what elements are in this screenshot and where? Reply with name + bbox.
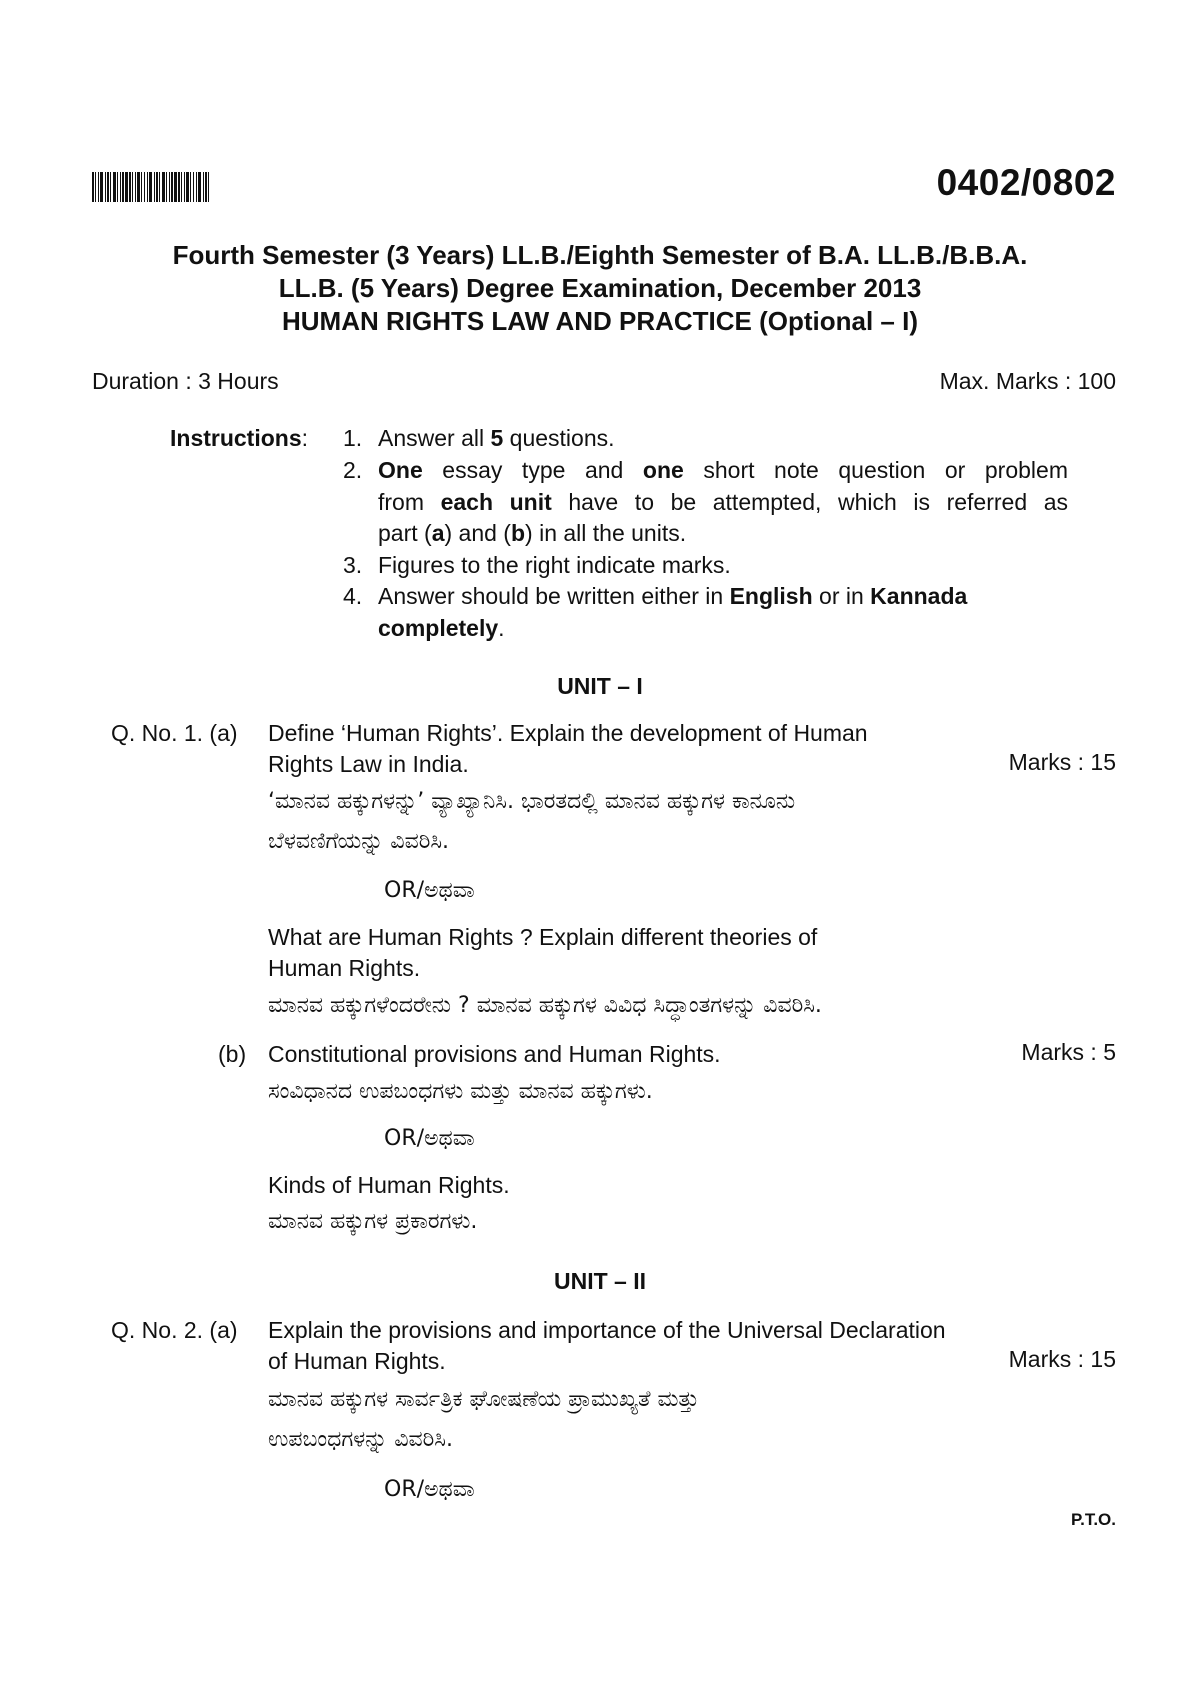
instruction-2-line-1: One essay type and one short note question or problem [378,457,1068,483]
unit-2-heading: UNIT – II [553,1268,646,1294]
q1a-english-line-1: Define ‘Human Rights’. Explain the development of Human [268,720,868,746]
q1b-english: Constitutional provisions and Human Rights. [268,1041,721,1067]
barcode [92,172,308,202]
q1a-kannada-line-2: ಬೆಳವಣಿಗೆಯನ್ನು ವಿವರಿಸಿ. [268,829,449,854]
duration: Duration : 3 Hours [92,368,279,394]
please-turn-over: P.T.O. [1070,1510,1116,1529]
q1a-alt-english-line-2: Human Rights. [268,955,421,981]
or-separator-3: OR/ಅಥವಾ [384,1477,475,1502]
instruction-2-line-3: part (a) and (b) in all the units. [378,520,687,546]
instruction-1: Answer all 5 questions. [378,425,615,451]
instruction-4-number: 4. [343,583,363,609]
barcode-gap [209,172,211,202]
q2a-marks: Marks : 15 [1008,1346,1116,1372]
q1a-marks: Marks : 15 [1008,749,1116,775]
exam-title-line-2: LL.B. (5 Years) Degree Examination, December 2013 [278,273,922,303]
q1a-alt-english-line-1: What are Human Rights ? Explain different theories of [268,924,818,950]
q1b-kannada: ಸಂವಿಧಾನದ ಉಪಬಂಧಗಳು ಮತ್ತು ಮಾನವ ಹಕ್ಕುಗಳು. [268,1079,653,1104]
q2a-kannada-line-2: ಉಪಬಂಧಗಳನ್ನು ವಿವರಿಸಿ. [268,1427,453,1452]
q1a-kannada-line-1: ‘ಮಾನವ ಹಕ್ಕುಗಳನ್ನು’ ವ್ಯಾಖ್ಯಾನಿಸಿ. ಭಾರತದಲ್ಲಿ ಮಾನವ ಹಕ್ಕುಗಳ ಕಾನೂನು [268,789,796,814]
q1a-english-line-2: Rights Law in India. [268,751,469,777]
q2a-kannada-line-1: ಮಾನವ ಹಕ್ಕುಗಳ ಸಾರ್ವತ್ರಿಕ ಘೋಷಣೆಯ ಪ್ರಾಮುಖ್ಯತೆ ಮತ್ತು [268,1387,699,1412]
q1b-marks: Marks : 5 [1021,1039,1116,1065]
unit-1-heading: UNIT – I [557,673,643,699]
instruction-2-line-2: from each unit have to be attempted, which is referred as [378,489,1069,515]
paper-code: 0402/0802 [936,162,1116,203]
instructions-label: Instructions: [170,425,309,451]
or-separator-2: OR/ಅಥವಾ [384,1126,475,1151]
or-separator-1: OR/ಅಥವಾ [384,878,475,903]
q1b-alt-english: Kinds of Human Rights. [268,1172,510,1198]
instruction-4-line-2: completely. [378,615,505,641]
question-2-label: Q. No. 2. (a) [111,1317,238,1343]
q2a-english-line-2: of Human Rights. [268,1348,446,1374]
q1b-alt-kannada: ಮಾನವ ಹಕ್ಕುಗಳ ಪ್ರಕಾರಗಳು. [268,1209,478,1234]
question-1-label: Q. No. 1. (a) [111,720,238,746]
instruction-4-line-1: Answer should be written either in English or in Kannada [378,583,968,609]
instruction-3-number: 3. [343,552,363,578]
instruction-2-number: 2. [343,457,363,483]
q1a-alt-kannada: ಮಾನವ ಹಕ್ಕುಗಳೆಂದರೇನು ? ಮಾನವ ಹಕ್ಕುಗಳ ವಿವಿಧ ಸಿದ್ಧಾಂತಗಳನ್ನು ವಿವರಿಸಿ. [268,993,822,1018]
exam-title-line-3: HUMAN RIGHTS LAW AND PRACTICE (Optional – I) [281,306,918,336]
instruction-3: Figures to the right indicate marks. [378,552,731,578]
max-marks: Max. Marks : 100 [939,368,1116,394]
exam-title-line-1: Fourth Semester (3 Years) LL.B./Eighth Semester of B.A. LL.B./B.B.A. [172,240,1028,270]
q1b-label: (b) [218,1041,247,1067]
q2a-english-line-1: Explain the provisions and importance of the Universal Declaration [268,1317,946,1343]
instruction-1-number: 1. [343,425,363,451]
